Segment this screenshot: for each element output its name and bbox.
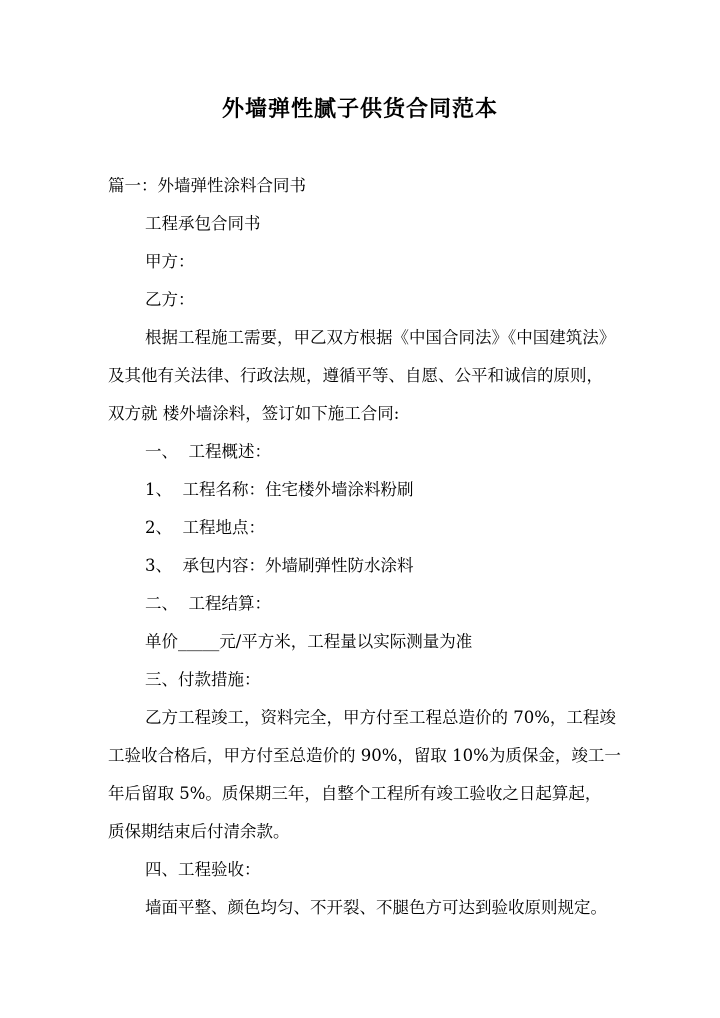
section-heading-1: 篇一：外墙弹性涂料合同书 bbox=[108, 176, 306, 195]
clause-heading-1: 一、 工程概述： bbox=[145, 442, 271, 461]
paragraph-line: 乙方工程竣工，资料完全，甲方付至工程总造价的 70%，工程竣 bbox=[145, 708, 616, 727]
unit-price-line: 单价_____元/平方米，工程量以实际测量为准 bbox=[145, 632, 473, 651]
clause-heading-3: 三、付款措施： bbox=[145, 670, 261, 689]
paragraph-line: 及其他有关法律、行政法规，遵循平等、自愿、公平和诚信的原则， bbox=[108, 366, 603, 385]
clause-item-2: 2、 工程地点： bbox=[145, 518, 265, 537]
paragraph-line: 墙面平整、颜色均匀、不开裂、不腿色方可达到验收原则规定。 bbox=[145, 898, 607, 917]
paragraph-line: 根据工程施工需要，甲乙双方根据《中国合同法》《中国建筑法》 bbox=[145, 328, 616, 347]
clause-item-1: 1、 工程名称：住宅楼外墙涂料粉刷 bbox=[145, 480, 414, 499]
paragraph-line: 双方就 楼外墙涂料，签订如下施工合同: bbox=[108, 404, 400, 423]
clause-heading-2: 二、 工程结算： bbox=[145, 594, 271, 613]
contract-name: 工程承包合同书 bbox=[145, 214, 261, 233]
document-title: 外墙弹性腻子供货合同范本 bbox=[221, 96, 498, 122]
party-b: 乙方： bbox=[145, 290, 195, 309]
clause-item-3: 3、 承包内容：外墙刷弹性防水涂料 bbox=[145, 556, 414, 575]
paragraph-line: 质保期结束后付清余款。 bbox=[108, 822, 290, 841]
paragraph-line: 工验收合格后，甲方付至总造价的 90%，留取 10%为质保金，竣工一 bbox=[108, 746, 621, 765]
paragraph-line: 年后留取 5%。质保期三年，自整个工程所有竣工验收之日起算起， bbox=[108, 784, 602, 803]
clause-heading-4: 四、工程验收： bbox=[145, 860, 261, 879]
party-a: 甲方： bbox=[145, 252, 195, 271]
